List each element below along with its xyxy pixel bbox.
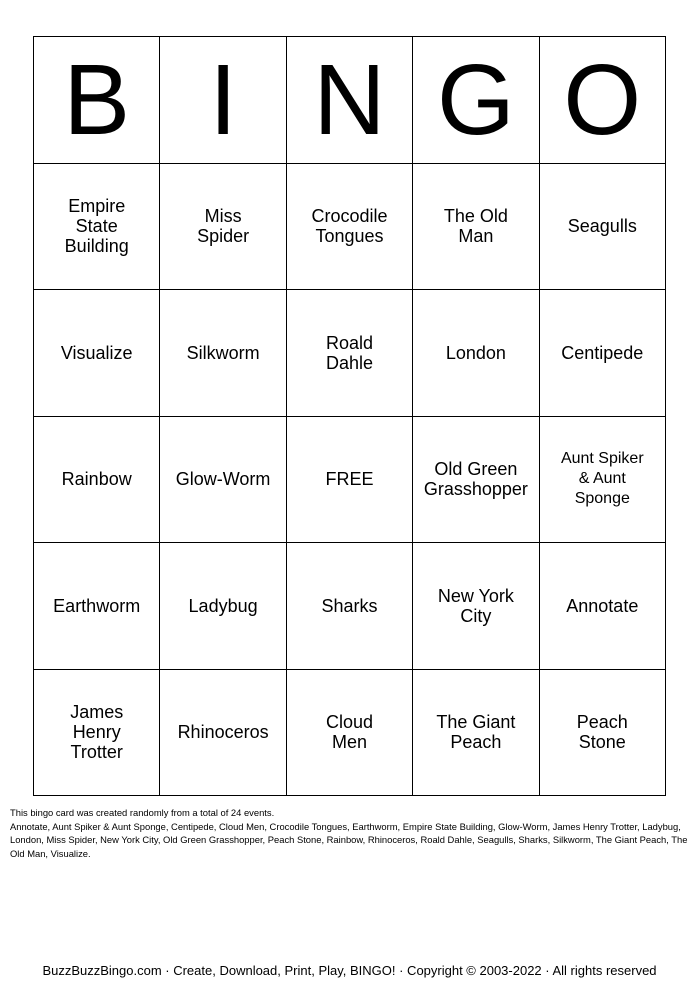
bingo-cell: Ladybug (160, 543, 286, 670)
bingo-cell: New York City (413, 543, 539, 670)
bingo-cell: Silkworm (160, 290, 286, 417)
header-cell-b: B (34, 37, 160, 164)
header-cell-n: N (287, 37, 413, 164)
bingo-cell: Peach Stone (540, 670, 666, 797)
bingo-cell: James Henry Trotter (34, 670, 160, 797)
bingo-cell: Earthworm (34, 543, 160, 670)
bingo-cell: Visualize (34, 290, 160, 417)
bingo-cell: Old Green Grasshopper (413, 417, 539, 544)
bingo-cell: The Old Man (413, 164, 539, 291)
bingo-cell: Crocodile Tongues (287, 164, 413, 291)
bingo-cell: Glow-Worm (160, 417, 286, 544)
card-info-note (10, 806, 690, 860)
bingo-cell: Sharks (287, 543, 413, 670)
bingo-cell: London (413, 290, 539, 417)
header-cell-i: I (160, 37, 286, 164)
bingo-cell: Miss Spider (160, 164, 286, 291)
bingo-card (33, 36, 666, 796)
bingo-cell: Centipede (540, 290, 666, 417)
bingo-cell: Annotate (540, 543, 666, 670)
bingo-cell: Empire State Building (34, 164, 160, 291)
bingo-cell: Cloud Men (287, 670, 413, 797)
note-intro: This bingo card was created randomly from a total of 24 events. (10, 807, 275, 818)
bingo-cell: Aunt Spiker & Aunt Sponge (540, 417, 666, 544)
bingo-cell: Rhinoceros (160, 670, 286, 797)
note-event-list: Annotate, Aunt Spiker & Aunt Sponge, Centipede, Cloud Men, Crocodile Tongues, Earthworm, Empire State Building, Glow-Worm, James Henry Trotter, Ladybug, London, Miss Spider, New York City, Old Green Grasshopper, Peach Stone, Rainbow, Rhinoceros, Roald Dahle, Seagulls, Sharks, Silkworm, The Giant Peach, The Old Man, Visualize. (10, 820, 688, 859)
bingo-cell: Seagulls (540, 164, 666, 291)
bingo-cell: The Giant Peach (413, 670, 539, 797)
footer-copyright: BuzzBuzzBingo.com · Create, Download, Print, Play, BINGO! · Copyright © 2003-2022 · All rights reserved (42, 963, 657, 978)
header-cell-g: G (413, 37, 539, 164)
bingo-cell: Roald Dahle (287, 290, 413, 417)
header-cell-o: O (540, 37, 666, 164)
bingo-cell: Rainbow (34, 417, 160, 544)
free-space-cell: FREE (287, 417, 413, 544)
